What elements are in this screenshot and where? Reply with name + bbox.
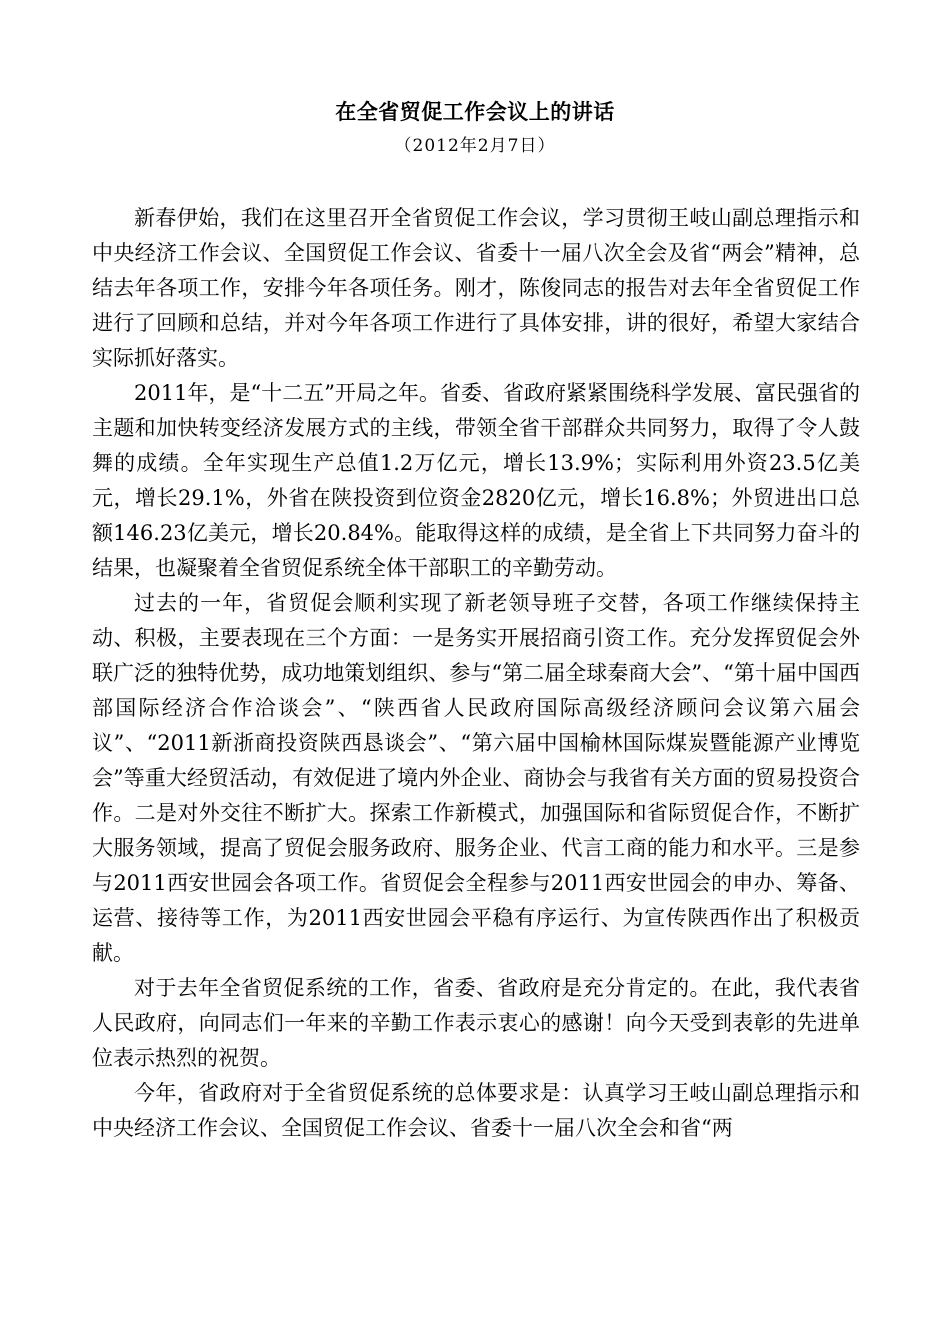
paragraph: 今年，省政府对于全省贸促系统的总体要求是：认真学习王岐山副总理指示和中央经济工作会议、全国贸促工作会议、省委十一届八次全会和省“两 [92, 1081, 860, 1140]
document-body [92, 201, 860, 1146]
document-title: 在全省贸促工作会议上的讲话 [335, 99, 615, 124]
paragraph: 新春伊始，我们在这里召开全省贸促工作会议，学习贯彻王岐山副总理指示和中央经济工作会议、全国贸促工作会议、省委十一届八次全会及省“两会”精神，总结去年各项工作，安排今年各项任务。刚才，陈俊同志的报告对去年全省贸促工作进行了回顾和总结，并对今年各项工作进行了具体安排，讲的很好，希望大家结合实际抓好落实。 [92, 206, 860, 370]
document-date: （2012年2月7日） [394, 136, 556, 156]
paragraph: 过去的一年，省贸促会顺利实现了新老领导班子交替，各项工作继续保持主动、积极，主要表现在三个方面：一是务实开展招商引资工作。充分发挥贸促会外联广泛的独特优势，成功地策划组织、参与“第二届全球秦商大会”、“第十届中国西部国际经济合作洽谈会”、“陕西省人民政府国际高级经济顾问会议第六届会议”、“2011新浙商投资陕西恳谈会”、“第六届中国榆林国际煤炭暨能源产业博览会”等重大经贸活动，有效促进了境内外企业、商协会与我省有关方面的贸易投资合作。二是对外交往不断扩大。探索工作新模式，加强国际和省际贸促合作，不断扩大服务领域，提高了贸促会服务政府、服务企业、代言工商的能力和水平。三是参与2011西安世园会各项工作。省贸促会全程参与2011西安世园会的申办、筹备、运营、接待等工作，为2011西安世园会平稳有序运行、为宣传陕西作出了积极贡献。 [92, 591, 860, 965]
paragraph: 2011年，是“十二五”开局之年。省委、省政府紧紧围绕科学发展、富民强省的主题和加快转变经济发展方式的主线，带领全省干部群众共同努力，取得了令人鼓舞的成绩。全年实现生产总值1.2万亿元，增长13.9%；实际利用外资23.5亿美元，增长29.1%，外省在陕投资到位资金2820亿元，增长16.8%；外贸进出口总额146.23亿美元，增长20.84%。能取得这样的成绩，是全省上下共同努力奋斗的结果，也凝聚着全省贸促系统全体干部职工的辛勤劳动。 [92, 381, 860, 580]
paragraph: 对于去年全省贸促系统的工作，省委、省政府是充分肯定的。在此，我代表省人民政府，向同志们一年来的辛勤工作表示衷心的感谢！向今天受到表彰的先进单位表示热烈的祝贺。 [92, 976, 860, 1070]
